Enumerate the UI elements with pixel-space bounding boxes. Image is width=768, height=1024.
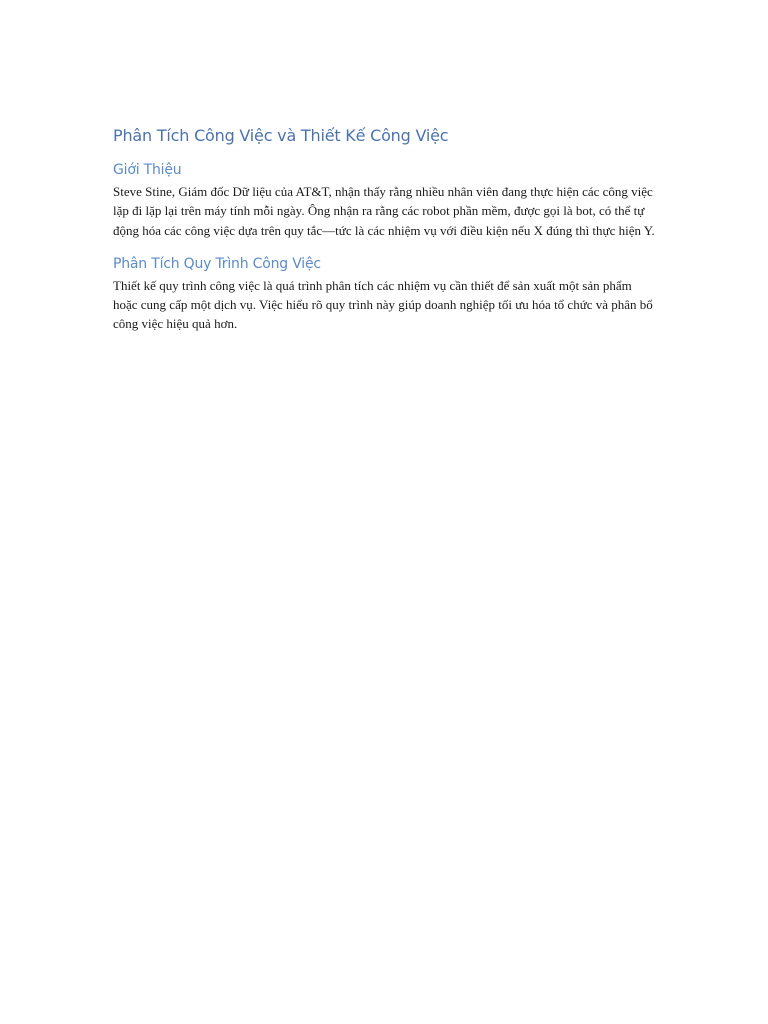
section-body-introduction: Steve Stine, Giám đốc Dữ liệu của AT&T, nhận thấy rằng nhiều nhân viên đang thực hiện các công việc lặp đi lặp lại trên máy tính mỗi ngày. Ông nhận ra rằng các robot phần mềm, được gọi là bot, có thể tự động hóa các công việc dựa trên quy tắc—tức là các nhiệm vụ với điều kiện nếu X đúng thì thực hiện Y.: [113, 184, 655, 238]
document-title: Phân Tích Công Việc và Thiết Kế Công Việc: [113, 126, 449, 145]
document-page: [113, 124, 658, 334]
section-heading-introduction: Giới Thiệu: [113, 162, 182, 178]
section-body-workflow-analysis: Thiết kế quy trình công việc là quá trình phân tích các nhiệm vụ cần thiết để sản xuất một sản phẩm hoặc cung cấp một dịch vụ. Việc hiểu rõ quy trình này giúp doanh nghiệp tối ưu hóa tổ chức và phân bổ công việc hiệu quả hơn.: [113, 277, 653, 332]
section-heading-workflow-analysis: Phân Tích Quy Trình Công Việc: [113, 255, 321, 272]
